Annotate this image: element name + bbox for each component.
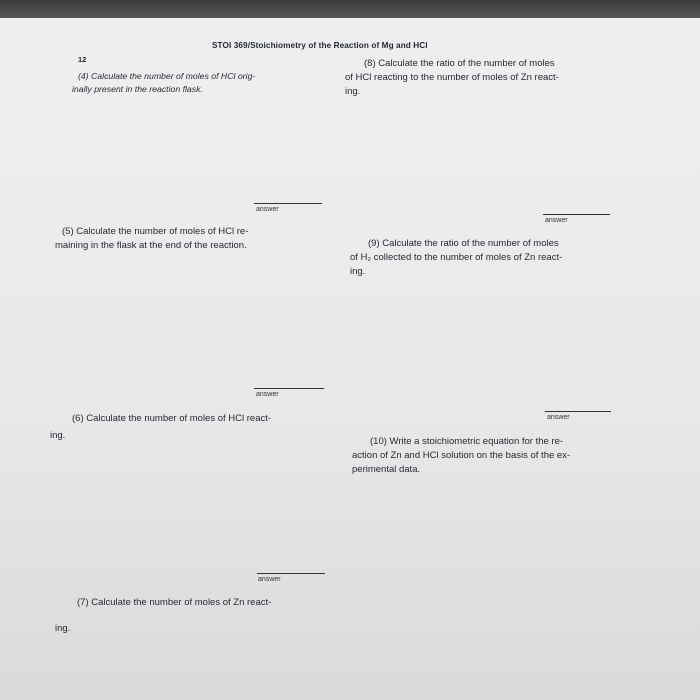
question-4-line-2: inally present in the reaction flask. <box>72 84 203 94</box>
answer-label-8: answer <box>545 217 568 224</box>
question-5-line-1: (5) Calculate the number of moles of HCl re- <box>62 226 249 237</box>
answer-line-4 <box>254 203 322 204</box>
question-9-line-1: (9) Calculate the ratio of the number of moles <box>368 238 559 249</box>
page-header: STOI 369/Stoichiometry of the Reaction of Mg and HCl <box>212 41 428 50</box>
question-9-line-2: of H₂ collected to the number of moles of Zn react- <box>350 252 563 263</box>
question-7-line-1: (7) Calculate the number of moles of Zn react- <box>77 597 272 608</box>
answer-label-4: answer <box>256 206 279 213</box>
question-7-line-2: ing. <box>55 623 71 634</box>
answer-line-5 <box>254 388 324 389</box>
answer-line-9 <box>545 411 611 412</box>
question-8-line-1: (8) Calculate the ratio of the number of moles <box>364 58 555 69</box>
worksheet-page <box>0 18 700 700</box>
question-4-line-1: (4) Calculate the number of moles of HCl orig- <box>78 71 256 81</box>
answer-label-5: answer <box>256 391 279 398</box>
answer-label-6: answer <box>258 576 281 583</box>
question-5-line-2: maining in the flask at the end of the reaction. <box>55 240 247 251</box>
question-10-line-3: perimental data. <box>352 464 421 475</box>
question-8-line-3: ing. <box>345 86 361 97</box>
question-8-line-2: of HCl reacting to the number of moles of Zn react- <box>345 72 559 83</box>
question-10-line-2: action of Zn and HCl solution on the basis of the ex- <box>352 450 571 461</box>
dark-top-edge <box>0 0 700 18</box>
question-9-line-3: ing. <box>350 266 366 277</box>
question-6-line-1: (6) Calculate the number of moles of HCl react- <box>72 413 272 424</box>
question-10-line-1: (10) Write a stoichiometric equation for the re- <box>370 436 564 447</box>
answer-line-6 <box>257 573 325 574</box>
answer-label-9: answer <box>547 414 570 421</box>
page-number: 12 <box>78 55 87 64</box>
answer-line-8 <box>543 214 610 215</box>
question-6-line-2: ing. <box>50 430 66 441</box>
